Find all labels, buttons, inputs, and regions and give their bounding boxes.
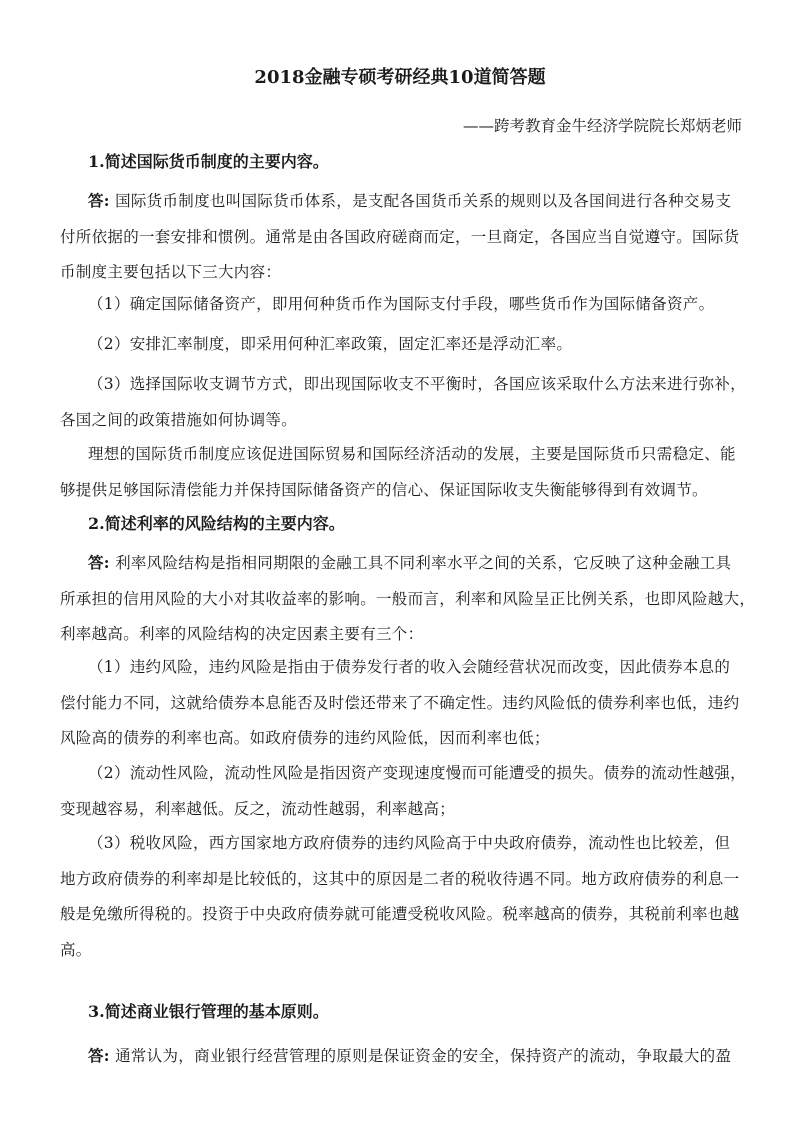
text-line: 地方政府债券的利率却是比较低的，这其中的原因是二者的税收待遇不同。地方政府债券的利息一 [60,869,740,888]
question-2-point-3 [60,826,748,968]
text-line: 变现越容易，利率越低。反之，流动性越弱，利率越高； [60,799,456,818]
answer-label: 答: [88,191,110,210]
text-line: 利率越高。利率的风险结构的决定因素主要有三个： [60,625,424,643]
question-1-heading: 1.简述国际货币制度的主要内容。 [88,152,329,171]
text-line: （1）违约风险，违约风险是指由于债券发行者的收入会随经营状况而改变，因此债券本息的 [88,658,731,676]
question-2-point-1 [60,650,748,757]
question-3-answer-intro [88,1038,748,1075]
question-1-point-2 [88,327,748,363]
text-line: 各国之间的政策措施如何协调等。 [60,410,298,429]
answer-label: 答: [88,1046,110,1065]
text-line: 般是免缴所得税的。投资于中央政府债券就可能遭受税收风险。税率越高的债券，其税前利率也越 [60,905,740,923]
question-1-point-1 [88,287,748,323]
text-line: 付所依据的一套安排和惯例。通常是由各国政府磋商而定，一旦商定，各国应当自觉遵守。国际货 [60,227,740,246]
text-line: 高。 [60,940,92,959]
question-2-heading: 2.简述利率的风险结构的主要内容。 [88,514,345,533]
text-line: 风险高的债券的利率也高。如政府债券的违约风险低，因而利率也低； [60,729,550,747]
text-line: 够提供足够国际清偿能力并保持国际储备资产的信心、保证国际收支失衡能够得到有效调节。 [60,480,708,499]
text-line: 所承担的信用风险的大小对其收益率的影响。一般而言，利率和风险呈正比例关系，也即风险越大， [60,589,756,608]
question-1-answer-intro [60,183,748,291]
answer-line [88,1038,748,1075]
text-line: 偿付能力不同，这就给债券本息能否及时偿还带来了不确定性。违约风险低的债券利率也低，违约 [60,693,740,712]
text-line: 理想的国际货币制度应该促进国际贸易和国际经济活动的发展，主要是国际货币只需稳定、能 [88,445,736,463]
answer-line [88,183,748,220]
text-line: （3）选择国际收支调节方式，即出现国际收支不平衡时，各国应该采取什么方法来进行弥补， [88,375,746,393]
text-line: 通常认为，商业银行经营管理的原则是保证资金的安全，保持资产的流动，争取最大的盈 [115,1047,732,1065]
text-line: （2）流动性风险，流动性风险是指因资产变现速度慢而可能遭受的损失。债券的流动性越强， [88,764,746,782]
question-1-point-3 [60,367,748,438]
question-3-heading: 3.简述商业银行管理的基本原则。 [88,1002,329,1021]
text-line: 国际货币制度也叫国际货币体系，是支配各国货币关系的规则以及各国间进行各种交易支 [115,192,732,210]
question-1-summary [60,437,748,508]
answer-line [88,545,748,582]
answer-label: 答: [88,553,110,572]
text-line: （3）税收风险，西方国家地方政府债券的违约风险高于中央政府债券，流动性也比较差，但 [88,834,731,852]
text-line: 币制度主要包括以下三大内容： [60,263,282,281]
text-line: 利率风险结构是指相同期限的金融工具不同利率水平之间的关系，它反映了这种金融工具 [115,554,732,572]
question-2-answer-intro [60,545,756,653]
text-line: （2）安排汇率制度，即采用何种汇率政策，固定汇率还是浮动汇率。 [88,335,573,353]
author-line: ——跨考教育金牛经济学院院长郑炳老师 [462,117,742,135]
text-line: （1）确定国际储备资产，即用何种货币作为国际支付手段，哪些货币作为国际储备资产。 [88,295,715,313]
question-2-point-2 [60,756,748,827]
document-title: 2018金融专硕考研经典10道简答题 [254,67,546,88]
